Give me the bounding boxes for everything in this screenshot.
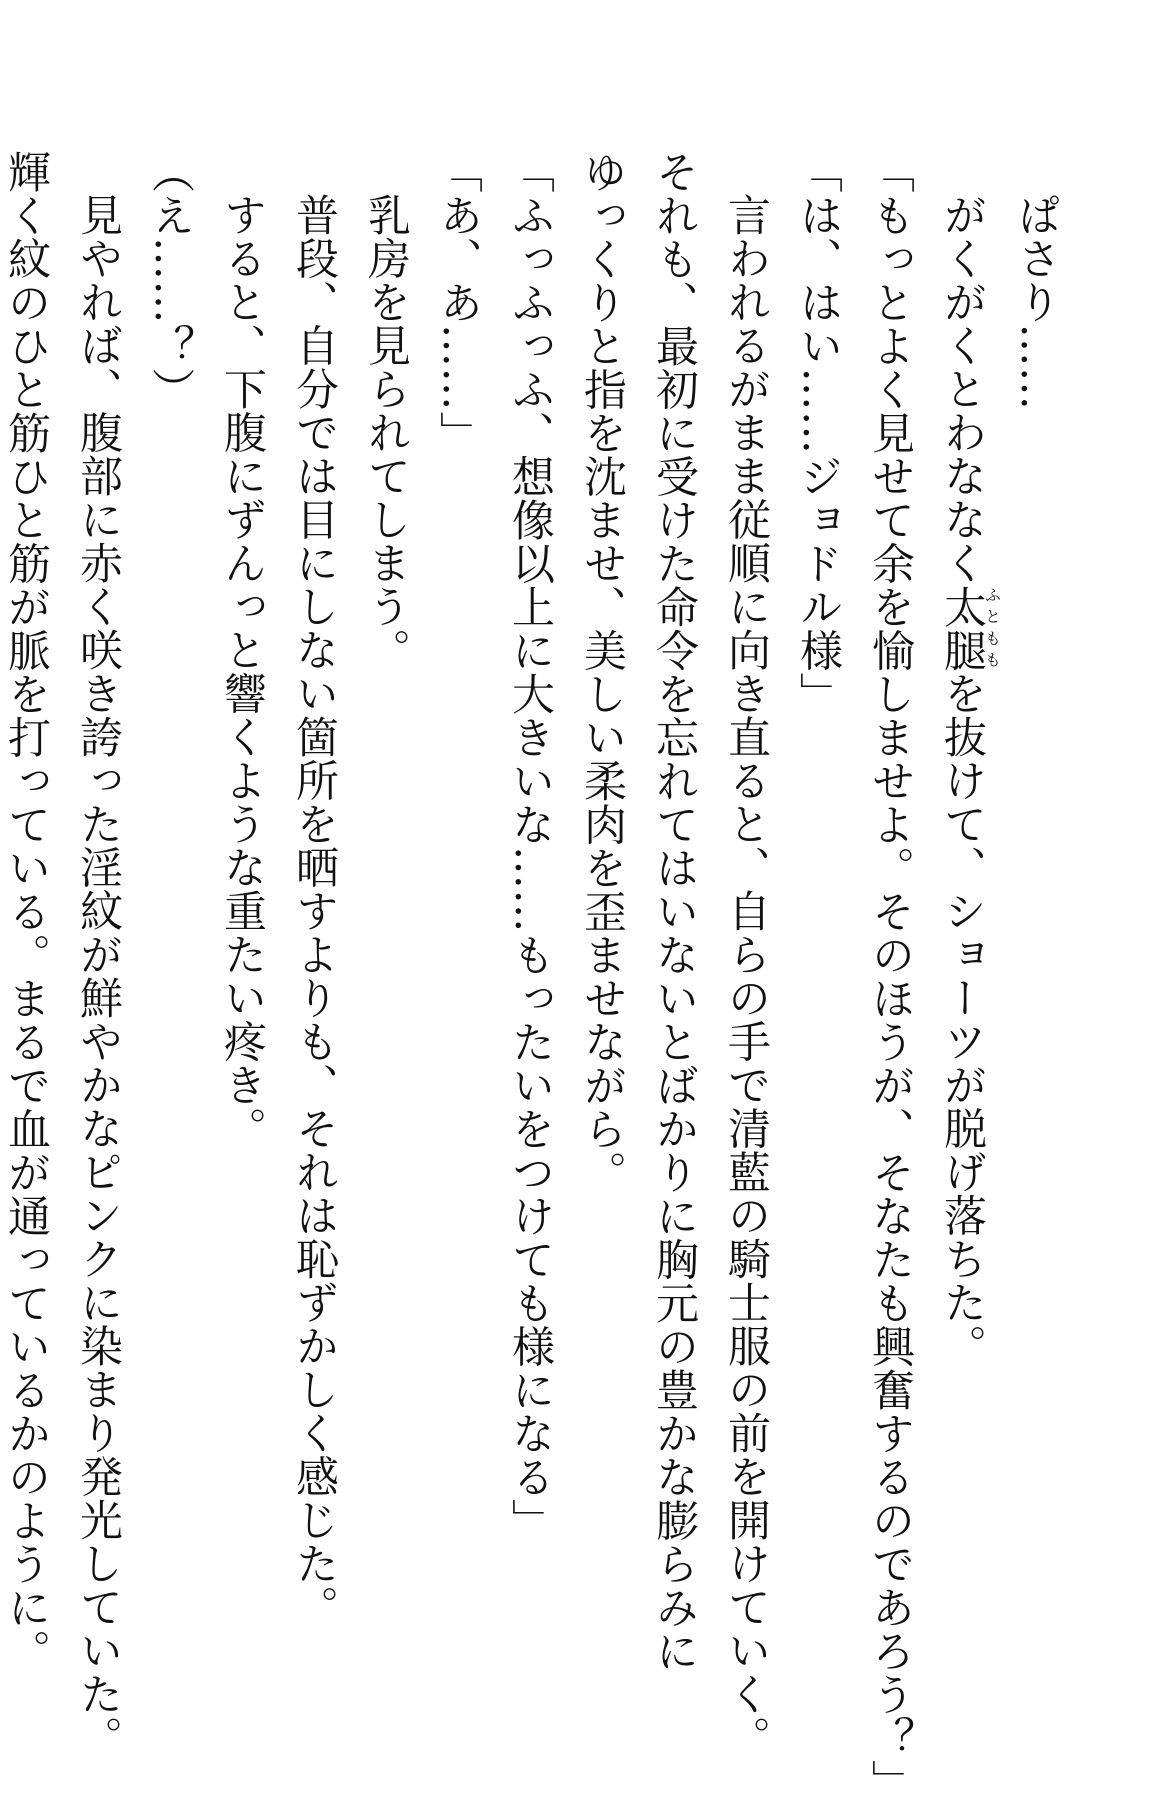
text-line-4: 「は、はい……ジョドル様」	[793, 150, 843, 716]
ruby-base: 太腿	[937, 584, 987, 672]
text-line-9: 「あ、あ……」	[433, 150, 483, 455]
text-line-14: 見やれば、腹部に赤く咲き誇った淫紋が鮮やかなピンクに染まり発光していた。	[73, 193, 123, 1759]
text-segment: を抜けて、ショーツが脱げ落ちた。	[937, 671, 987, 1368]
furigana-word	[937, 584, 1002, 672]
text-line-10: 乳房を見られてしまう。	[361, 193, 411, 672]
vertical-text-body	[1, 150, 1072, 1803]
text-line-15: 輝く紋のひと筋ひと筋が脈を打っている。まるで血が通っているかのように。	[1, 150, 51, 1673]
text-line-11: 普段、自分では目にしない箇所を晒すよりも、それは恥ずかしく感じた。	[289, 193, 339, 1629]
text-line-6: それも、最初に受けた命令を忘れてはいないとばかりに胸元の豊かな膨らみに	[649, 150, 699, 1673]
text-line-5: 言われるがまま従順に向き直ると、自らの手で清藍の騎士服の前を開けていく。	[721, 193, 771, 1759]
text-line-7: ゆっくりと指を沈ませ、美しい柔肉を歪ませながら。	[577, 150, 627, 1194]
text-line-12: すると、下腹にずんっと響くような重たい疼き。	[217, 193, 267, 1150]
text-segment: がくがくとわななく	[937, 193, 987, 585]
text-line-2	[926, 150, 1000, 1570]
text-line-1: ぱさり……	[1011, 193, 1061, 411]
text-line-8: 「ふっふっふ、想像以上に大きいな……もったいをつけても様になる」	[505, 150, 555, 1542]
text-line-3: 「もっとよく見せて余を愉しませよ。そのほうが、そなたも興奮するのであろう？」	[865, 150, 915, 1803]
ruby-reading: ふともも	[982, 584, 1002, 672]
text-line-13: （え……？）	[145, 150, 195, 411]
